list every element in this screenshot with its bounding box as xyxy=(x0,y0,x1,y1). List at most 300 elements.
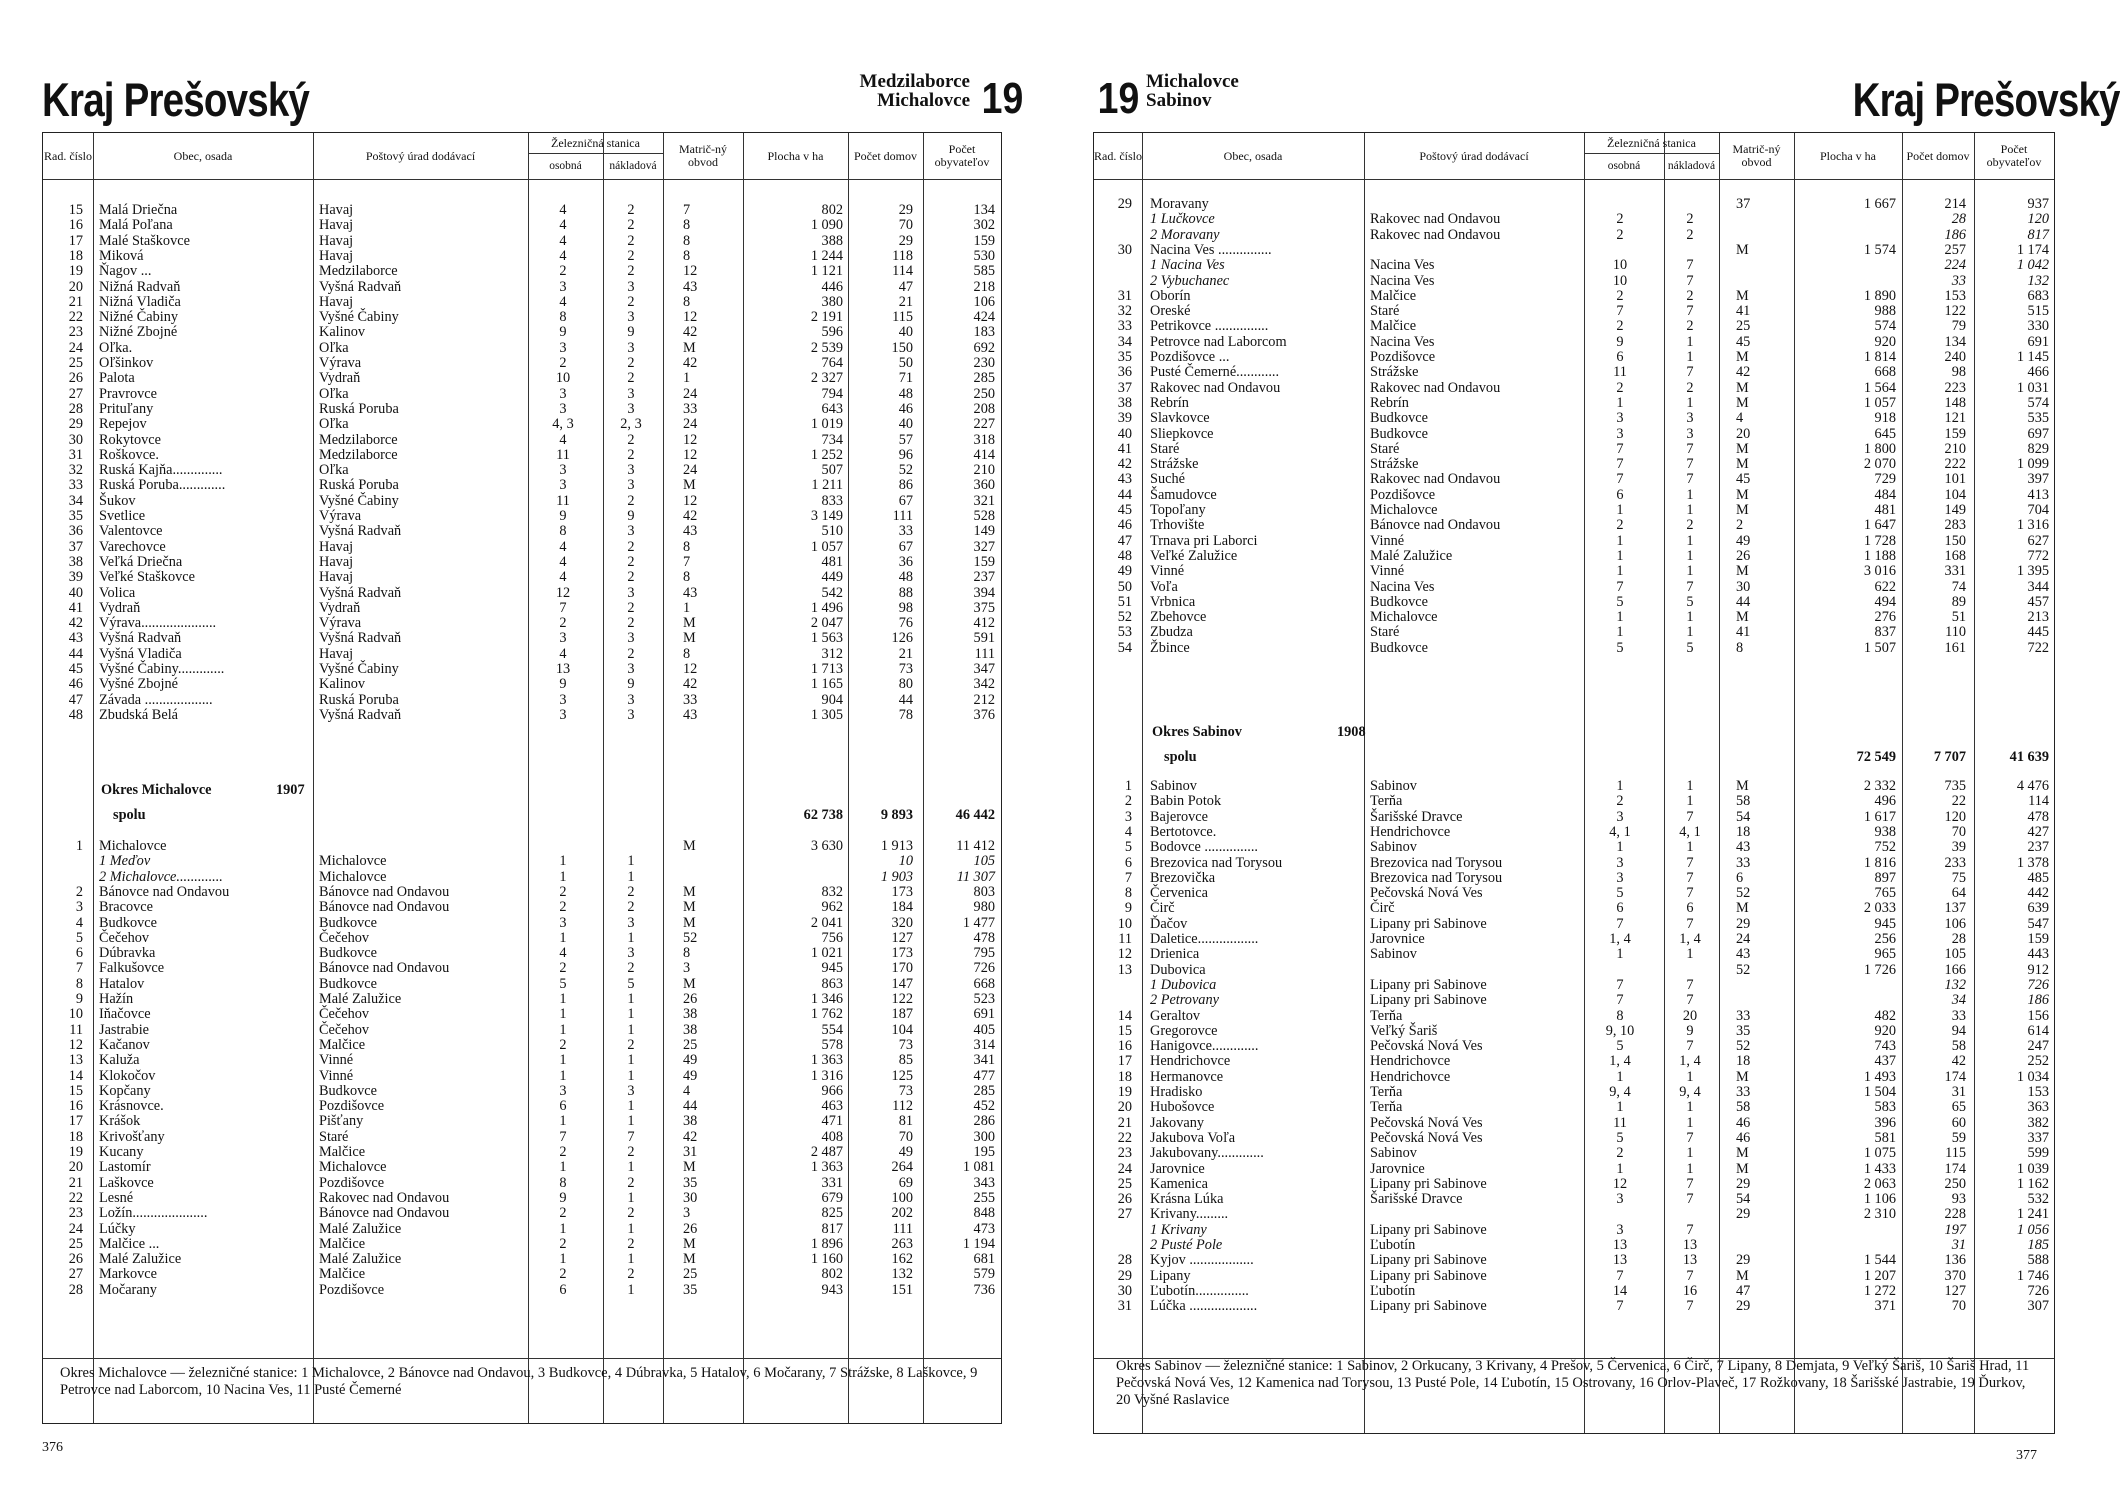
area: 380 xyxy=(821,293,843,310)
area: 1 896 xyxy=(810,1235,843,1252)
population: 11 307 xyxy=(956,868,995,885)
post-office: Pečovská Nová Ves xyxy=(1370,1114,1483,1131)
table-row xyxy=(1094,549,2054,564)
population: 848 xyxy=(973,1205,995,1222)
area: 1 544 xyxy=(1863,1252,1896,1269)
station-freight: 2 xyxy=(627,1235,635,1252)
area: 837 xyxy=(1874,624,1896,641)
population: 343 xyxy=(973,1174,995,1191)
population: 4 476 xyxy=(2016,778,2049,794)
station-passenger: 10 xyxy=(555,370,571,387)
post-office: Malčice xyxy=(1370,318,1417,335)
houses: 114 xyxy=(892,263,913,280)
table-row xyxy=(1094,472,2054,487)
houses: 65 xyxy=(1951,1099,1966,1116)
station-passenger: 7 xyxy=(1616,1267,1624,1284)
population: 363 xyxy=(2027,1099,2049,1116)
area: 1 244 xyxy=(810,247,843,264)
village-name: Topoľany xyxy=(1150,502,1206,518)
population: 697 xyxy=(2027,425,2049,442)
table-row xyxy=(43,1007,1001,1022)
area: 904 xyxy=(821,691,843,708)
post-office: Nacina Ves xyxy=(1370,333,1435,350)
village-name: Budkovce xyxy=(99,914,157,931)
column-header: Rad. číslo xyxy=(1094,133,1142,180)
station-passenger: 3 xyxy=(559,385,567,402)
village-name: Zbehovce xyxy=(1150,609,1207,626)
area: 920 xyxy=(1874,333,1896,350)
post-office: Terňa xyxy=(1370,793,1403,810)
station-passenger: 3 xyxy=(1616,808,1624,825)
houses: 224 xyxy=(1944,257,1966,274)
station-freight: 7 xyxy=(627,1128,635,1145)
station-passenger: 7 xyxy=(1616,1298,1624,1315)
population: 149 xyxy=(973,523,995,540)
area: 825 xyxy=(821,1205,843,1222)
table-row xyxy=(43,1053,1001,1068)
registry: M xyxy=(683,1159,696,1176)
station-passenger: 5 xyxy=(1616,885,1624,902)
table-row xyxy=(43,1283,1001,1298)
row-number: 51 xyxy=(1117,593,1132,610)
registry: 26 xyxy=(1736,547,1751,564)
table-row xyxy=(1094,1192,2054,1207)
post-office: Oľka xyxy=(319,462,349,479)
station-passenger: 3 xyxy=(1616,854,1624,871)
registry: M xyxy=(683,1251,696,1268)
post-office: Strážske xyxy=(1370,364,1419,381)
district-summary-row xyxy=(1094,750,2054,765)
post-office: Pečovská Nová Ves xyxy=(1370,1038,1483,1055)
row-number: 20 xyxy=(68,278,83,295)
post-office: Michalovce xyxy=(319,868,387,885)
houses: 46 xyxy=(898,400,913,417)
village-name: Dúbravka xyxy=(99,945,156,962)
population: 337 xyxy=(2027,1129,2049,1146)
houses: 370 xyxy=(1944,1267,1966,1284)
post-office: Ruská Poruba xyxy=(319,477,399,494)
table-row xyxy=(43,371,1001,386)
station-freight: 2 xyxy=(1686,379,1694,396)
station-passenger: 12 xyxy=(555,584,571,601)
registry: M xyxy=(683,615,696,632)
population: 817 xyxy=(2027,226,2049,243)
table-row xyxy=(1094,228,2054,243)
houses: 134 xyxy=(1944,333,1966,350)
post-office: Vinné xyxy=(1370,532,1405,549)
houses: 257 xyxy=(1944,241,1966,258)
station-passenger: 4 xyxy=(559,538,567,555)
village-name: Veľká Driečna xyxy=(99,553,183,570)
station-passenger: 7 xyxy=(1616,578,1624,595)
houses: 60 xyxy=(1951,1114,1966,1131)
column-header: Poštový úrad dodávací xyxy=(1364,133,1584,180)
population: 185 xyxy=(2027,1237,2049,1253)
table-row xyxy=(1094,641,2054,656)
area: 833 xyxy=(821,492,843,509)
station-passenger: 3 xyxy=(559,691,567,708)
station-freight: 1 xyxy=(1686,609,1694,626)
houses: 122 xyxy=(1944,303,1966,320)
village-name: Pozdišovce ... xyxy=(1150,349,1230,365)
houses: 89 xyxy=(1951,593,1966,610)
area: 645 xyxy=(1874,425,1896,442)
post-office: Rakovec nad Ondavou xyxy=(1370,471,1501,488)
station-freight: 1 xyxy=(1686,333,1694,350)
station-freight: 6 xyxy=(1686,900,1694,917)
population: 302 xyxy=(973,217,995,234)
row-number: 47 xyxy=(68,691,83,708)
registry: 58 xyxy=(1736,793,1751,810)
population: 153 xyxy=(2027,1084,2049,1100)
table-row xyxy=(1094,932,2054,947)
row-number: 16 xyxy=(1117,1038,1132,1055)
table-row xyxy=(1094,1299,2054,1314)
area: 1 574 xyxy=(1863,241,1896,258)
village-name: Hendrichovce xyxy=(1150,1053,1231,1070)
area: 3 149 xyxy=(810,508,843,524)
table-row xyxy=(43,1130,1001,1145)
houses: 73 xyxy=(898,1082,913,1099)
area: 2 047 xyxy=(810,615,843,632)
row-number: 40 xyxy=(68,584,83,601)
population: 132 xyxy=(2027,272,2049,289)
station-passenger: 2 xyxy=(559,615,567,632)
row-number: 17 xyxy=(68,232,83,249)
station-passenger: 3 xyxy=(559,400,567,417)
village-name: Sliepkovce xyxy=(1150,425,1214,442)
station-freight: 1 xyxy=(1686,394,1694,411)
registry: 24 xyxy=(683,385,698,402)
post-office: Budkovce xyxy=(1370,639,1428,656)
houses: 28 xyxy=(1951,211,1966,228)
registry: 45 xyxy=(1736,471,1751,488)
table-row xyxy=(1094,212,2054,227)
area: 1 165 xyxy=(810,676,843,693)
table-row xyxy=(43,1206,1001,1221)
village-name: Zbudza xyxy=(1150,624,1193,641)
district-name-1: Michalovce xyxy=(1146,71,1239,92)
registry: 12 xyxy=(683,661,698,677)
table-row xyxy=(43,885,1001,900)
post-office: Ľubotín xyxy=(1370,1282,1416,1299)
village-name: Šamudovce xyxy=(1150,486,1217,503)
post-office: Vydraň xyxy=(319,599,361,616)
post-office: Rakovec nad Ondavou xyxy=(1370,211,1501,228)
table-row xyxy=(43,931,1001,946)
station-passenger: 3 xyxy=(559,339,567,356)
area: 331 xyxy=(821,1174,843,1191)
station-freight: 2 xyxy=(627,1144,635,1160)
station-passenger: 4 xyxy=(559,569,567,586)
station-passenger: 6 xyxy=(559,1281,567,1298)
registry: M xyxy=(1736,456,1749,473)
population: 106 xyxy=(973,293,995,310)
station-freight: 1 xyxy=(1686,502,1694,518)
registry: 54 xyxy=(1736,1191,1751,1208)
post-office: Budkovce xyxy=(1370,410,1428,427)
station-freight: 7 xyxy=(1686,1298,1694,1315)
column-header: Počet obyvateľov xyxy=(1974,133,2054,180)
station-freight: 9 xyxy=(1686,1022,1694,1039)
houses: 85 xyxy=(898,1052,913,1069)
village-name: Hradisko xyxy=(1150,1084,1203,1100)
district-summary-title xyxy=(101,783,401,798)
station-passenger: 1 xyxy=(559,1220,567,1237)
station-passenger: 11 xyxy=(556,446,570,463)
area: 1 496 xyxy=(810,599,843,616)
table-row xyxy=(1094,1039,2054,1054)
houses: 173 xyxy=(891,883,913,900)
row-number: 41 xyxy=(68,599,83,616)
area: 802 xyxy=(821,202,843,218)
registry: 33 xyxy=(1736,854,1751,871)
post-office: Lipany pri Sabinove xyxy=(1370,1175,1487,1192)
houses: 125 xyxy=(891,1067,913,1084)
station-passenger: 9, 10 xyxy=(1605,1022,1635,1039)
area: 494 xyxy=(1874,593,1896,610)
area: 2 310 xyxy=(1863,1206,1896,1223)
post-office: Malčice xyxy=(319,1036,366,1053)
row-number: 1 xyxy=(1124,778,1132,794)
table-bottom-rule xyxy=(43,1358,1001,1359)
houses: 202 xyxy=(891,1205,913,1222)
station-freight: 4, 1 xyxy=(1679,823,1701,840)
station-passenger: 1 xyxy=(559,868,567,885)
post-office: Pečovská Nová Ves xyxy=(1370,1129,1483,1146)
houses: 74 xyxy=(1951,578,1966,595)
station-passenger: 8 xyxy=(559,1174,567,1191)
region-title: Kraj Prešovský xyxy=(42,73,310,126)
post-office: Kalinov xyxy=(319,676,366,693)
houses: 93 xyxy=(1951,1191,1966,1208)
post-office: Brezovica nad Torysou xyxy=(1370,869,1503,886)
station-passenger: 2 xyxy=(559,1205,567,1222)
population: 1 039 xyxy=(2016,1160,2049,1177)
station-freight: 7 xyxy=(1686,1267,1694,1284)
registry: 31 xyxy=(683,1144,698,1160)
area: 256 xyxy=(1874,931,1896,947)
row-number: 43 xyxy=(68,630,83,647)
village-name: Lipany xyxy=(1150,1267,1191,1284)
row-number: 24 xyxy=(68,339,83,356)
table-row xyxy=(1094,779,2054,794)
table-row xyxy=(43,509,1001,524)
houses: 51 xyxy=(1951,609,1966,626)
station-passenger: 8 xyxy=(1616,1007,1624,1024)
station-freight: 3 xyxy=(627,661,635,677)
houses: 174 xyxy=(1944,1160,1966,1177)
village-name: Rokytovce xyxy=(99,431,161,448)
table-row xyxy=(43,839,1001,854)
row-number: 6 xyxy=(75,945,83,962)
area: 938 xyxy=(1874,823,1896,840)
houses: 151 xyxy=(891,1281,913,1298)
population: 1 031 xyxy=(2016,379,2049,396)
village-name: Zbudská Belá xyxy=(99,706,179,723)
houses: 214 xyxy=(1944,196,1966,212)
village-name: Hubošovce xyxy=(1150,1099,1215,1116)
population: 574 xyxy=(2027,394,2049,411)
post-office: Lipany pri Sabinove xyxy=(1370,1298,1487,1315)
population: 1 241 xyxy=(2016,1206,2049,1223)
station-freight: 1 xyxy=(627,868,635,885)
station-passenger: 12 xyxy=(1612,1175,1628,1192)
houses: 101 xyxy=(1944,471,1966,488)
post-office: Vyšná Radvaň xyxy=(319,523,402,540)
population: 183 xyxy=(973,324,995,341)
table-row xyxy=(1094,1284,2054,1299)
table-row xyxy=(1094,304,2054,319)
station-freight: 3 xyxy=(627,706,635,723)
station-freight: 2 xyxy=(627,247,635,264)
station-passenger: 5 xyxy=(1616,1129,1624,1146)
area: 752 xyxy=(1874,839,1896,856)
population: 1 162 xyxy=(2016,1175,2049,1192)
population: 230 xyxy=(973,355,995,371)
village-name: Vyšné Čabiny............. xyxy=(99,661,225,677)
station-passenger: 5 xyxy=(1616,1038,1624,1055)
village-name: Michalovce xyxy=(99,838,167,854)
population: 250 xyxy=(973,385,995,402)
column-header: Rad. číslo xyxy=(43,133,93,180)
row-number: 19 xyxy=(1117,1084,1132,1100)
houses: 111 xyxy=(892,1220,913,1237)
station-passenger: 3 xyxy=(1616,410,1624,427)
table-row xyxy=(1094,580,2054,595)
column-header: Počet domov xyxy=(1902,133,1974,180)
district-summary-name: Okres Sabinov xyxy=(1152,724,1242,740)
area: 554 xyxy=(821,1021,843,1038)
post-office: Ruská Poruba xyxy=(319,691,399,708)
row-number: 7 xyxy=(1124,869,1132,886)
registry: 25 xyxy=(683,1036,698,1053)
population: 1 099 xyxy=(2016,456,2049,473)
post-office: Bánovce nad Ondavou xyxy=(319,1205,450,1222)
table-row xyxy=(43,946,1001,961)
population: 726 xyxy=(973,960,995,977)
houses: 59 xyxy=(1951,1129,1966,1146)
registry: 49 xyxy=(683,1052,698,1069)
station-freight: 13 xyxy=(1682,1252,1698,1269)
post-office: Sabinov xyxy=(1370,778,1417,794)
population: 414 xyxy=(973,446,995,463)
station-freight: 1 xyxy=(1686,1114,1694,1131)
station-freight: 3 xyxy=(627,1082,635,1099)
population: 704 xyxy=(2027,502,2049,518)
station-freight: 2 xyxy=(627,1266,635,1283)
post-office: Rakovec nad Ondavou xyxy=(319,1189,450,1206)
row-number: 6 xyxy=(1124,854,1132,871)
column-subheader: osobná xyxy=(1584,153,1664,180)
station-passenger: 2 xyxy=(559,1266,567,1283)
village-name: Laškovce xyxy=(99,1174,154,1191)
village-name: Varechovce xyxy=(99,538,166,555)
registry: M xyxy=(1736,1145,1749,1162)
houses: 136 xyxy=(1944,1252,1966,1269)
station-freight: 3 xyxy=(1686,410,1694,427)
population: 692 xyxy=(973,339,995,356)
village-name: Malé Staškovce xyxy=(99,232,190,249)
registry: 8 xyxy=(683,945,691,962)
post-office: Výrava xyxy=(319,355,362,371)
area: 1 493 xyxy=(1863,1068,1896,1085)
population: 252 xyxy=(2027,1053,2049,1070)
station-passenger: 2 xyxy=(1616,793,1624,810)
row-number: 23 xyxy=(1117,1145,1132,1162)
population: 213 xyxy=(2027,609,2049,626)
station-passenger: 1 xyxy=(1616,1068,1624,1085)
row-number: 2 xyxy=(1124,793,1132,810)
station-freight: 2 xyxy=(1686,287,1694,304)
houses: 100 xyxy=(891,1189,913,1206)
houses: 197 xyxy=(1944,1221,1966,1238)
page-number: 377 xyxy=(2016,1448,2037,1463)
station-passenger: 1 xyxy=(1616,946,1624,963)
village-name: Lastomír xyxy=(99,1159,151,1176)
houses: 73 xyxy=(898,1036,913,1053)
population: 159 xyxy=(973,232,995,249)
registry: M xyxy=(1736,563,1749,580)
row-number: 26 xyxy=(68,370,83,387)
village-name: Závada ................... xyxy=(99,691,213,708)
houses: 44 xyxy=(898,691,913,708)
village-name: Petrikovce ............... xyxy=(1150,318,1269,335)
station-freight: 7 xyxy=(1686,885,1694,902)
post-office: Vydraň xyxy=(319,370,361,387)
station-passenger: 4, 1 xyxy=(1609,823,1631,840)
houses: 126 xyxy=(891,630,913,647)
column-header: Železničná stanica xyxy=(1584,133,1719,154)
row-number: 27 xyxy=(1117,1206,1132,1223)
village-name: Markovce xyxy=(99,1266,157,1283)
table-row xyxy=(43,387,1001,402)
station-freight: 3 xyxy=(627,385,635,402)
station-freight: 16 xyxy=(1682,1282,1698,1299)
summary-domov: 9 893 xyxy=(880,807,913,823)
row-number: 14 xyxy=(68,1067,83,1084)
area: 764 xyxy=(821,355,843,371)
header-rule xyxy=(43,179,1001,180)
table-row xyxy=(1094,350,2054,365)
table-row xyxy=(43,1176,1001,1191)
registry: 43 xyxy=(683,584,698,601)
village-name: Oreské xyxy=(1150,303,1191,320)
district-summary-year: 1908 xyxy=(1337,724,1366,740)
table-row xyxy=(1094,993,2054,1008)
table-row xyxy=(1094,488,2054,503)
population: 599 xyxy=(2027,1145,2049,1162)
row-number: 21 xyxy=(68,1174,83,1191)
summary-spolu: spolu xyxy=(113,807,146,823)
row-number: 43 xyxy=(1117,471,1132,488)
population: 427 xyxy=(2027,823,2049,840)
station-freight: 7 xyxy=(1686,303,1694,320)
row-number: 22 xyxy=(68,1189,83,1206)
houses: 115 xyxy=(892,309,913,326)
station-passenger: 3 xyxy=(1616,869,1624,886)
row-number: 29 xyxy=(68,416,83,433)
houses: 148 xyxy=(1944,394,1966,411)
station-passenger: 2 xyxy=(1616,211,1624,228)
post-office: Pozdišovce xyxy=(1370,486,1436,503)
population: 134 xyxy=(973,202,995,218)
village-name: Veľké Staškovce xyxy=(99,569,195,586)
registry: 38 xyxy=(683,1006,698,1023)
table-row xyxy=(1094,381,2054,396)
table-row xyxy=(1094,534,2054,549)
row-number: 11 xyxy=(1118,931,1132,947)
